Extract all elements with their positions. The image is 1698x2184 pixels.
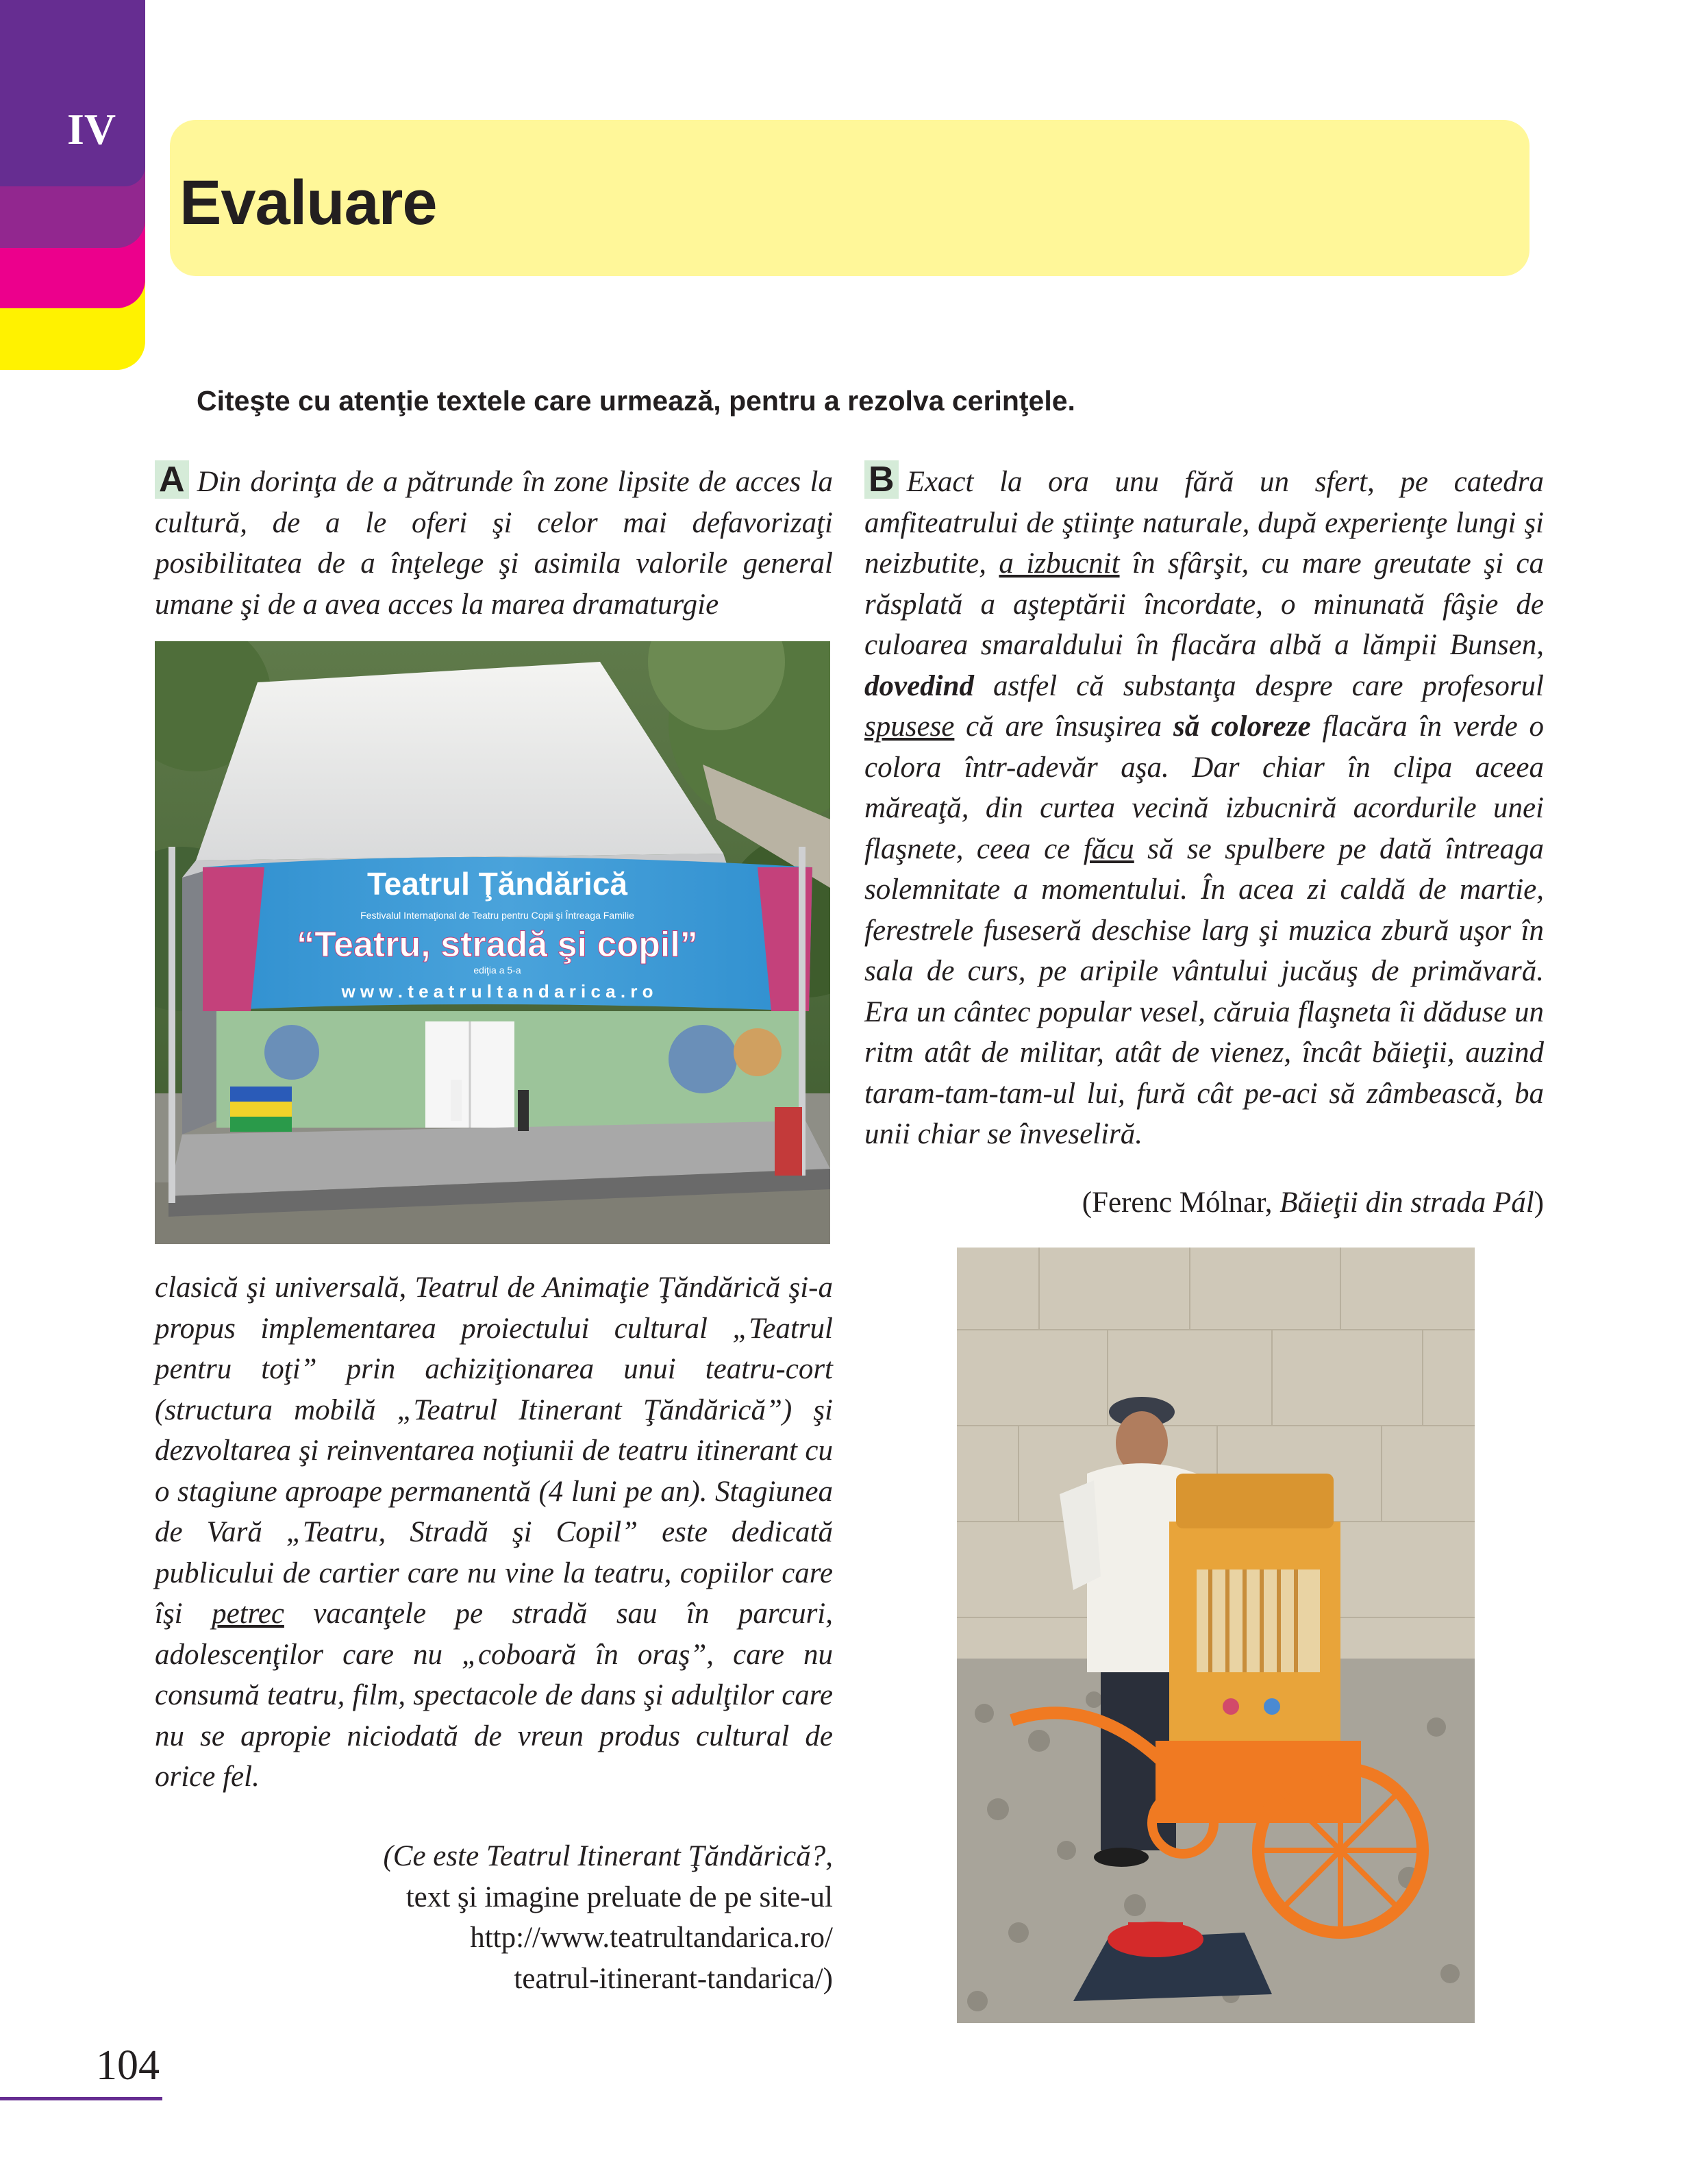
banner-title: Teatrul Ţăndărică: [366, 866, 628, 902]
text-b-segment-2: în sfârşit, cu mare greutate şi ca răsplată a aşteptării încordate, o minunată fâşie de culoarea smaraldului în flacăra albă a lămpii Bunsen,: [864, 547, 1544, 661]
text-a-paragraph-2b: vacanţele pe stradă sau în parcuri, adolescenţilor care nu „coboară în oraş”, care nu consumă teatru, film, spectacole de dans şi adulţilor care nu se apropie niciodată de vreun produs cultural de orice fel.: [155, 1598, 833, 1793]
text-b-underlined-2: spusese: [864, 710, 955, 743]
instructions: Citeşte cu atenţie textele care urmează, pentru a rezolva cerinţele.: [197, 385, 1075, 417]
banner-subtitle: Festivalul Internaţional de Teatru pentru Copii şi Întreaga Familie: [360, 910, 634, 921]
text-b-underlined-1: a izbucnit: [999, 547, 1120, 580]
text-a-letter: A: [155, 460, 189, 499]
text-a-paragraph-1: Din dorinţa de a pătrunde în zone lipsite de acces la cultură, de a le oferi şi celor mai defavorizaţi posibilitatea de a înţelege şi asimila valorile general umane şi de a avea acces la marea dramaturgie: [155, 466, 833, 621]
barrel-organ-photo: [957, 1248, 1475, 2023]
text-b-source-title: Băieţii din strada Pál: [1279, 1187, 1534, 1219]
text-b-underlined-3: făcu: [1083, 832, 1134, 865]
text-b-segment-5: flacăra în verde o colora într-adevăr aşa. Dar chiar în clipa aceea măreaţă, din curtea vecină izbucniră acordurile unei flaşnete, ceea ce: [864, 710, 1544, 865]
theatre-tent-photo: [155, 641, 830, 1244]
page-number-rule: [0, 2097, 162, 2100]
text-b-source: [927, 1182, 1544, 1224]
text-a-source: [216, 1836, 833, 1999]
text-a-source-line-4: teatrul-itinerant-tandarica/): [514, 1962, 833, 1995]
text-a-intro: [155, 460, 833, 625]
text-b-source-suffix: ): [1534, 1187, 1544, 1219]
text-b-segment-1: Exact la ora unu fără un sfert, pe catedra amfiteatrului de ştiinţe naturale, după experienţe lungi şi neizbutite,: [864, 466, 1544, 580]
text-a-source-line-3: http://www.teatrultandarica.ro/: [470, 1922, 833, 1954]
text-b-segment-3: astfel că substanţa despre care profesorul: [974, 669, 1544, 702]
banner-url: w w w . t e a t r u l t a n d a r i c a . r o: [341, 981, 653, 1002]
unit-number: IV: [67, 105, 116, 153]
text-b-segment-6: să se spulbere pe dată întreaga solemnitate a momentului. În acea zi caldă de martie, ferestrele fuseseră deschise larg şi muzica zbură uşor în sala de curs, pe aripile vântului jucăuş de primăvară. Era un cântec popular vesel, căruia flaşneta îi dăduse un ritm atât de militar, atât de vienez, încât băieţii, auzind taram-tam-tam-ul lui, fură cât pe-aci să zâmbească, ba unii chiar se înveseliră.: [864, 832, 1544, 1150]
text-b-segment-4: că are însuşirea: [954, 710, 1173, 743]
text-a-source-line-2: text şi imagine preluate de pe site-ul: [405, 1881, 833, 1913]
text-a-continued: [155, 1267, 833, 1798]
text-a-paragraph-2a: clasică şi universală, Teatrul de Animaţie Ţăndărică şi-a propus implementarea proiectului cultural „Teatrul pentru toţi” prin achiziţionarea unui teatru-cort (structura mobilă „Teatrul Itinerant Ţăndărică”) şi dezvoltarea şi reinventarea noţiunii de teatru itinerant cu o stagiune aproape permanentă (4 luni pe an). Stagiunea de Vară „Teatru, Stradă şi Copil” este dedicată publicului de cartier care nu vine la teatru, copiilor care îşi: [155, 1271, 833, 1630]
page-number: 104: [96, 2042, 160, 2089]
text-a-underlined-word: petrec: [212, 1598, 284, 1630]
unit-tab-purple: [0, 0, 145, 186]
page-title: Evaluare: [179, 168, 437, 238]
text-b: [864, 460, 1544, 1155]
text-b-bold-1: dovedind: [864, 669, 975, 702]
text-b-bold-2: să coloreze: [1173, 710, 1311, 743]
text-a-source-line-1: (Ce este Teatrul Itinerant Ţăndărică?,: [383, 1840, 833, 1872]
banner-edition: ediţia a 5-a: [473, 965, 521, 976]
banner-main: “Teatru, stradă şi copil”: [297, 925, 698, 965]
text-b-letter: B: [864, 460, 899, 499]
text-b-source-prefix: (Ferenc Mólnar,: [1082, 1187, 1280, 1219]
